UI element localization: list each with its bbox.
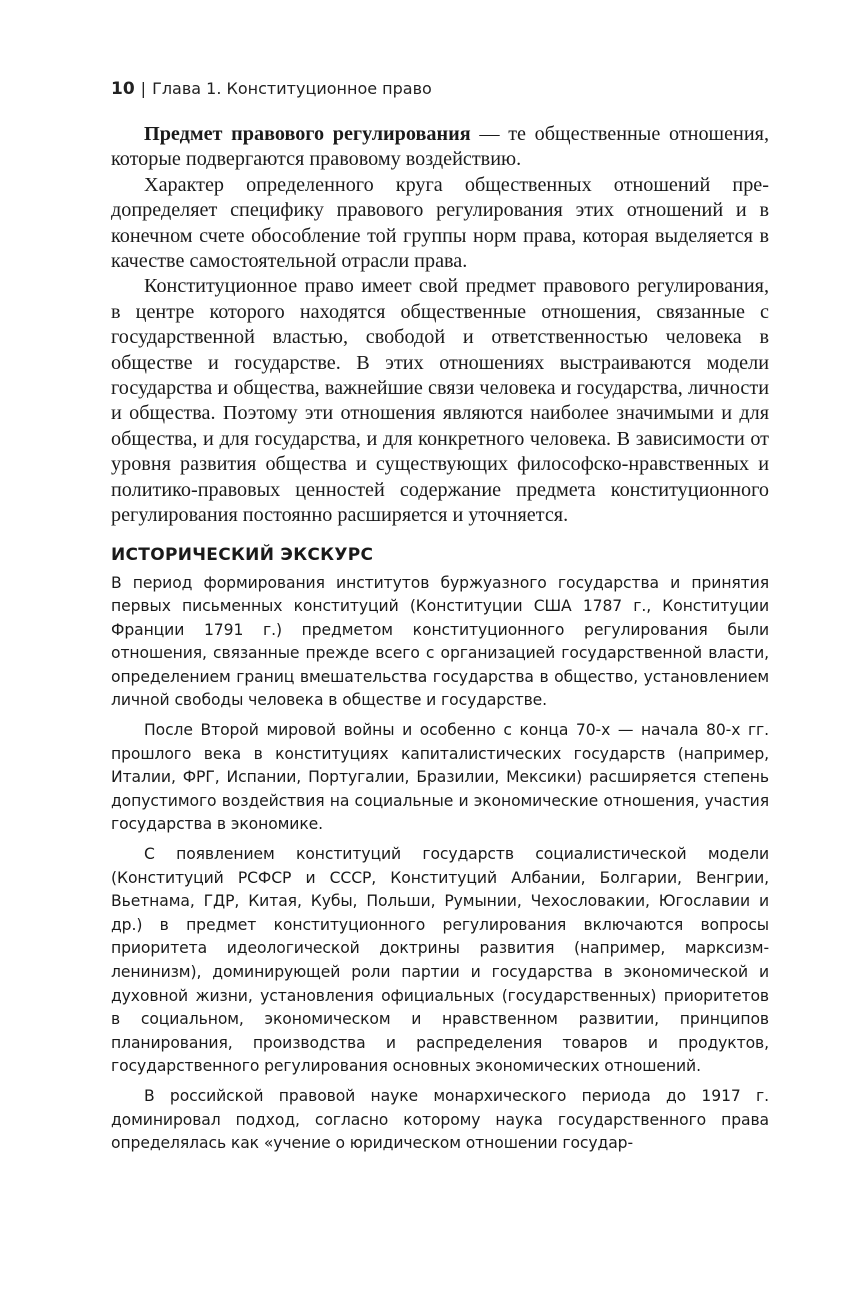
main-text <box>111 122 769 529</box>
definition-text: — те общественные отношения, которые подвергаются правовому воздействию. <box>111 123 769 171</box>
page-number: 10 <box>111 79 135 99</box>
excursus-paragraph-3: С появлением конституций государств социалистической модели (Конституций РСФСР и СССР, Конституций Албании, Болгарии, Венгрии, Вьетнама, ГДР, Китая, Кубы, Польши, Румынии, Чехословакии, Югославии и др.) в предмет конституционного регулирования включаются вопросы приоритета идеологической доктрины развития (например, марксизм-ленинизм), доминирующей роли партии и государства в экономической и духовной жизни, установления официальных (государственных) приоритетов в социальном, экономическом и нравственном развитии, принципов планирования, производства и распределения товаров и продуктов, государственного регулирования основных экономических отношений. <box>111 845 769 1076</box>
excursus-paragraph-2: После Второй мировой войны и особенно с конца 70-х — начала 80-х гг. прошлого века в конституциях капиталистических государств (например, Италии, ФРГ, Испании, Португалии, Бразилии, Мексики) расширяется степень допустимого воздействия на социальные и экономические отношения, участия государства в экономике. <box>111 721 769 834</box>
defined-term: Предмет правового регулирования <box>144 123 471 145</box>
book-page <box>111 78 769 1162</box>
header-separator: | <box>140 79 147 98</box>
excursus-paragraph-4: В российской правовой науке монархического периода до 1917 г. доминировал подход, согласно которому наука государственного права определялась как «учение о юридическом отношении государ- <box>111 1086 769 1153</box>
chapter-title: Глава 1. Конституционное право <box>152 79 432 98</box>
running-head <box>111 78 769 100</box>
excursus-heading: ИСТОРИЧЕСКИЙ ЭКСКУРС <box>111 544 374 565</box>
excursus-text <box>111 572 769 1156</box>
paragraph-subject-definition <box>111 122 769 173</box>
paragraph-character: Характер определенного круга общественных отношений предопределяет специфику правового регулирования этих отношений и в конечном счете обособление той группы норм права, которая выделяется в качестве самостоятельной отрасли права. <box>111 173 769 273</box>
excursus-paragraph-1: В период формирования институтов буржуазного государства и принятия первых письменных конституций (Конституции США 1787 г., Конституции Франции 1791 г.) предметом конституционного регулирования были отношения, связанные прежде всего с организацией государственной власти, определением границ вмешательства государства в общество, установлением личной свободы человека в обществе и государстве. <box>111 573 769 710</box>
paragraph-constitutional-law: Конституционное право имеет свой предмет правового регулирования, в центре которого находятся общественные отношения, связанные с государственной властью, свободой и ответственностью человека в обществе и государстве. В этих отношениях выстраиваются модели государства и общества, важнейшие связи человека и государства, личности и общества. Поэтому эти отношения являются наиболее значимыми и для общества, и для государства, и для конкретного человека. В зависимости от уровня развития общества и существующих философско-нравственных и политико-правовых ценностей содержание предмета конституционного регулирования постоянно расширяется и уточняется. <box>111 275 769 527</box>
